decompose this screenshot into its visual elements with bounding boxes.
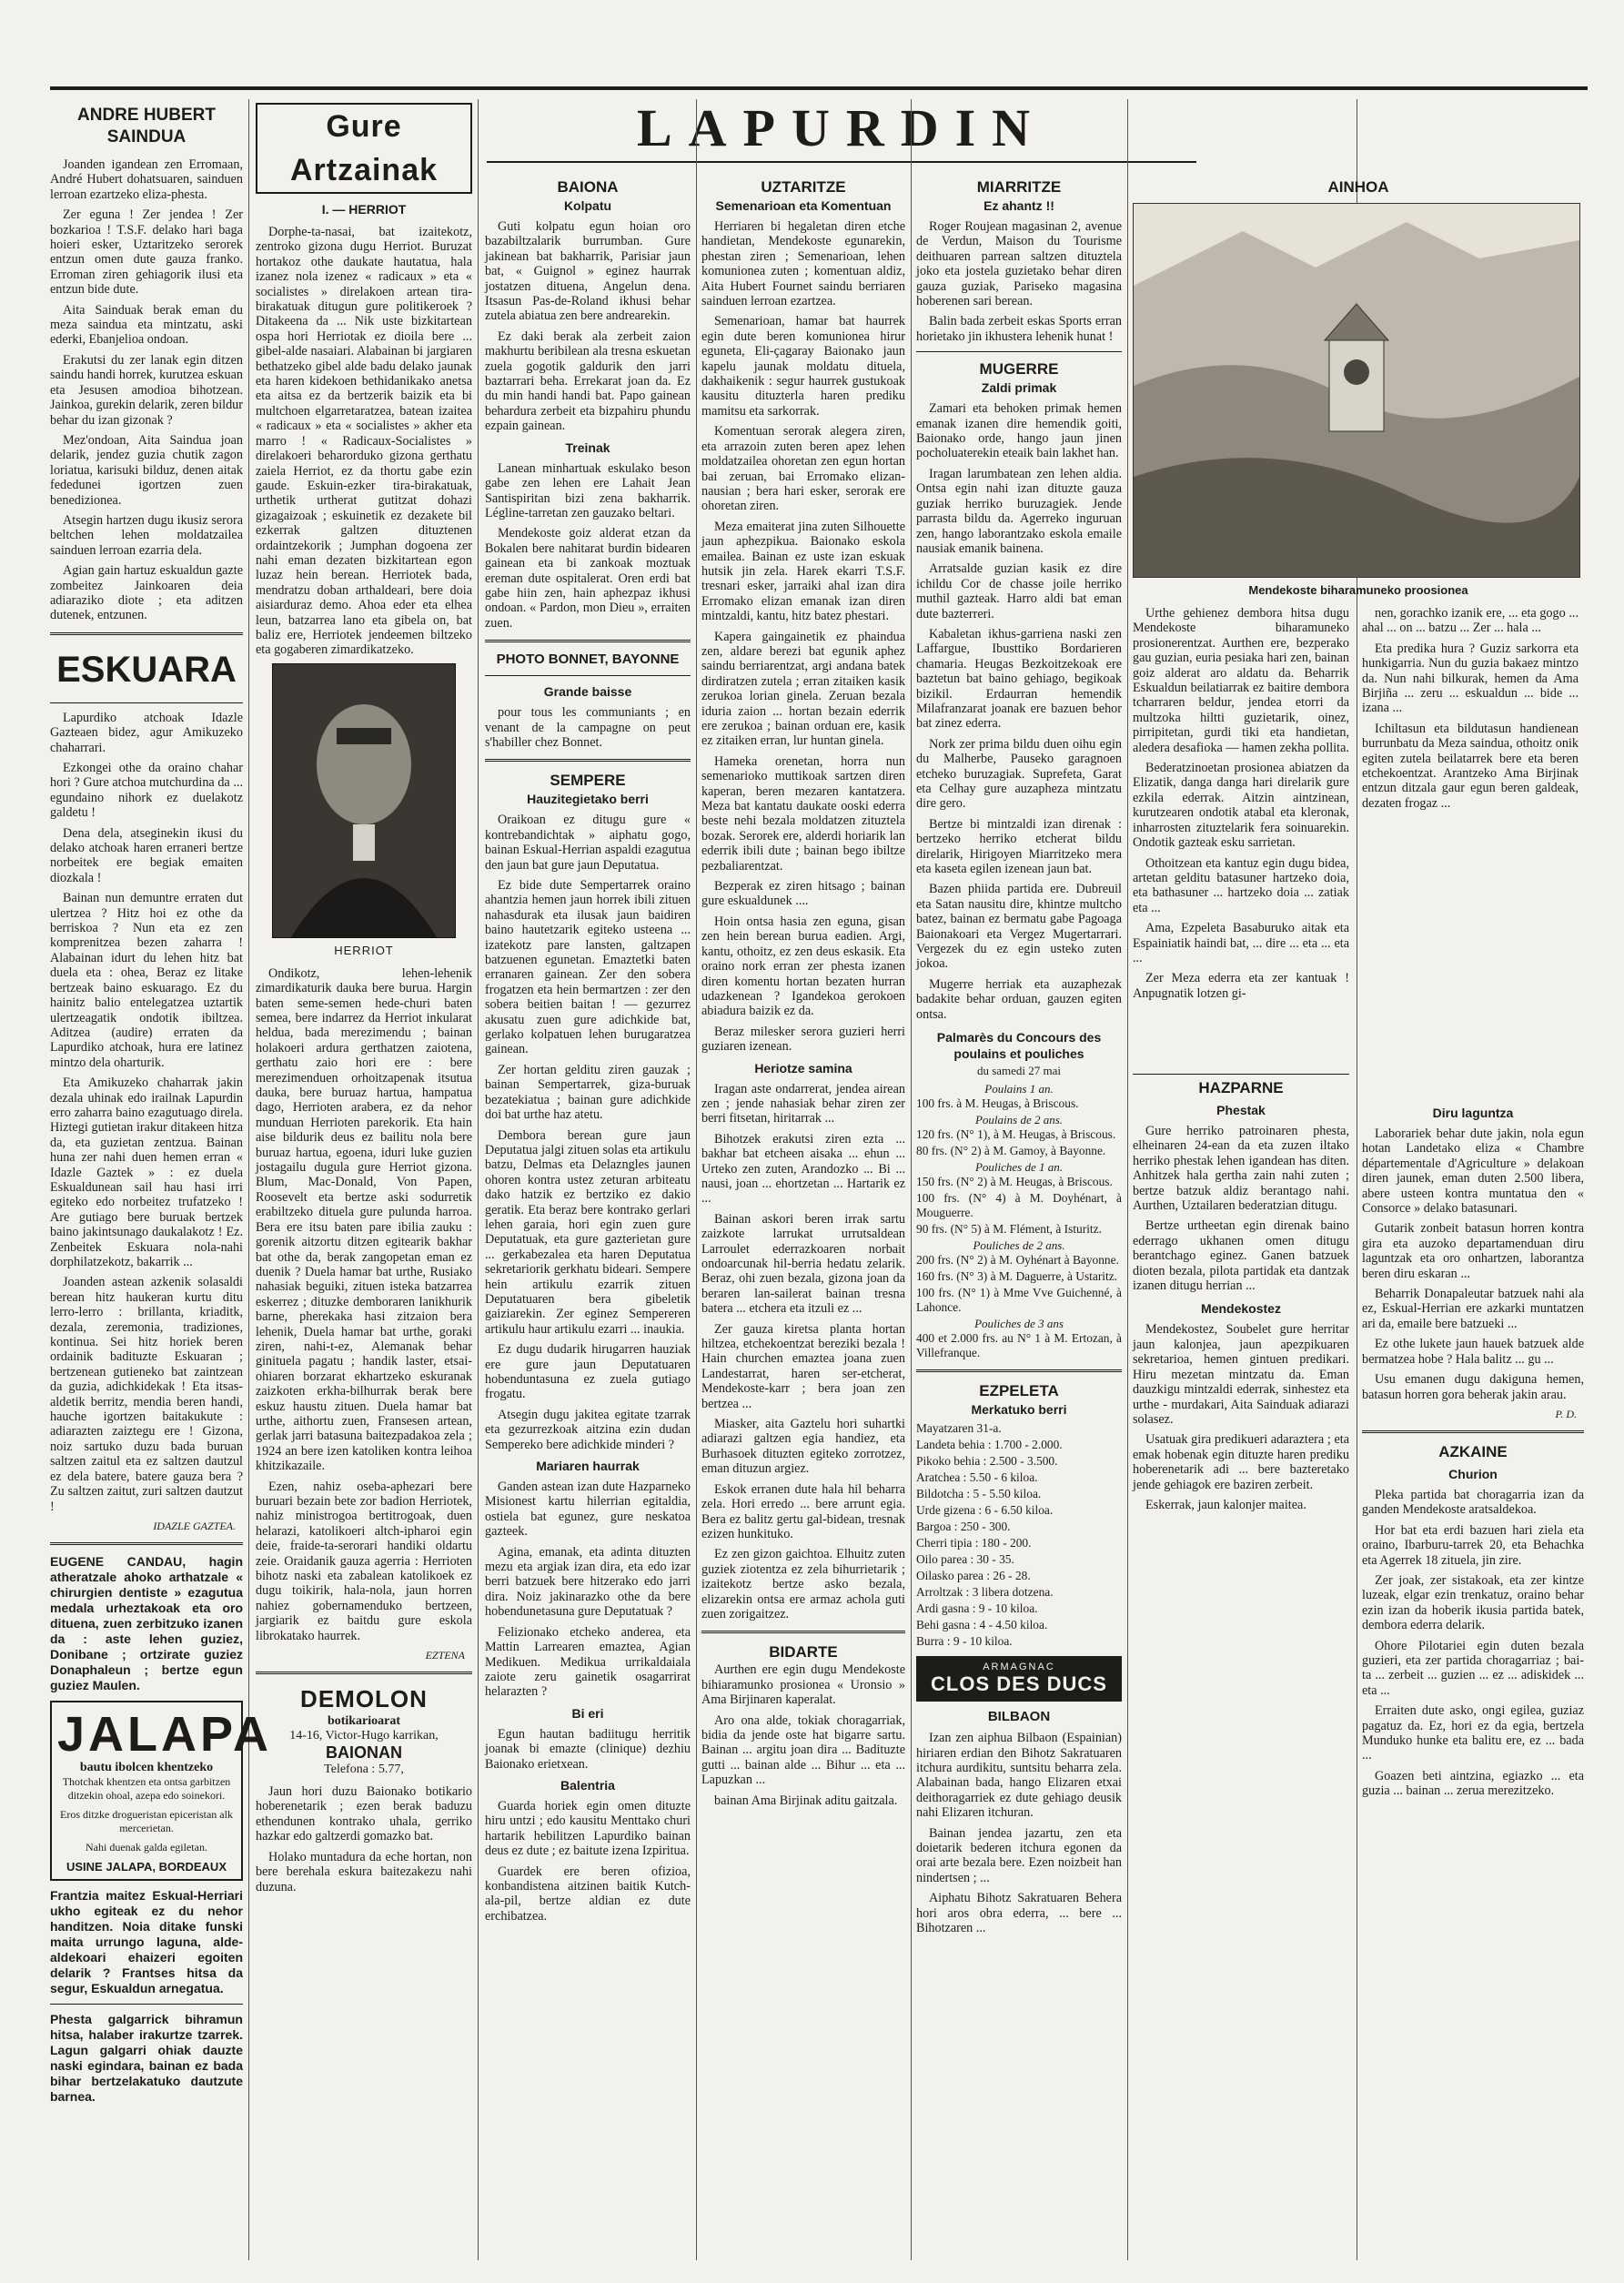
divider (485, 640, 691, 642)
article-text: Zamari eta behoken primak hemen emanak izanen dire hemendik goiti, Baionako orde, hango jaun jinen pocholuaterekin eteaik bain lakhet han. (916, 401, 1122, 461)
article-text: Ez bide dute Sempertarrek oraino ahantzia hemen jaun horrek ibili zituen nahasdurak eta ilusak jaun baidiren baino hautetzarik egiteko usteena ... izatekotz pare lansten, galtzapen batzuenen egunetan. Emaztetki baten erranaren gainean. Zer den sobera frogatzen eta hein bermartzen : zer den sobera beitien baitan ! — gezurrez akusatu zuen gure adichkide bat, gerlako kolpatuen lehen burugaratzea gainean. (485, 878, 691, 1057)
column-1 (50, 99, 273, 2260)
article-text: Laborariek behar dute jakin, nola egun hotan Landetako eliza « Chambre départementale d'Agriculture » delakoan diren jaunek, eman duten 2.500 libera, abere usteen kontra muntatua den « Consorce » delako batasunari. (1362, 1126, 1584, 1217)
article-text: Zer Meza ederra eta zer kantuak ! Anpugnatik lotzen gi- (1133, 971, 1349, 1001)
market-price-line: Oilasko parea : 26 - 28. (916, 1569, 1031, 1583)
palmares-category: Pouliches de 1 an. (974, 1160, 1064, 1175)
palmares-entry: 200 frs. (N° 2) à M. Oyhénart à Bayonne. (916, 1253, 1119, 1268)
market-price-line: Bildotcha : 5 - 5.50 kiloa. (916, 1487, 1042, 1501)
article-text: Iragan aste ondarrerat, jendea airean zen ; jende nahasiak behar ziren zer berri fitsetan, hiritarrak ... (701, 1081, 905, 1126)
article-text: Usu emanen dugu dakiguna hemen, batasun horren gora beherak jakin arau. (1362, 1372, 1584, 1402)
divider (916, 1369, 1122, 1372)
jalapa-text: Eros ditzke drogueristan epiceristan alk mercerietan. (60, 1807, 233, 1834)
newspaper-page (50, 86, 1588, 2266)
article-text: Gure herriko patroinaren phesta, elheinaren 24-ean da eta zuzen iltako herriko phestak lehen igandean has diten. Anhitzek hala gertha zain nahi zuten ; bertze batzuk aldiz berantago nahi. Aurthen, Uztailaren bederatzian ditugu. (1133, 1124, 1349, 1214)
article-text: Arratsalde guzian kasik ez dire ichildu Cor de chasse joile herriko muthil gazteak. Harro aldi bat eman dute bazterreri. (916, 561, 1122, 621)
article-text: Bertze urtheetan egin direnak baino ederrago ukhanen omen ditugu berantchago eginez. Ganen batzuek dioten bezala, pilota partidak eta dantzak izanen ditugu herrian ... (1133, 1218, 1349, 1294)
masthead-title: LAPURDIN (636, 98, 1047, 157)
column-rule (478, 99, 479, 2260)
article-text: Kapera gaingainetik ez phaindua zen, aldare berezi bat egunik aphez saindu berriarentzat, argi andana batek dirdiratzen zutela ; erran zitaiken kasik zerukoa lorian ginela. Zeruan bezala iduria zaion ... hortan bezain ederrik ere zerukoa ; bainan orduan ere, kasik ez zitaiken erran, lur huntan ginela. (701, 629, 905, 749)
article-text: Herriaren bi hegaletan diren etche handietan, Mendekoste egunarekin, phestan ziren ; Semenarioan, lehen komunionea zuten ; komentuan aldiz, Aita Hubert Fournet saindu berriaren sainduen lerroan ezartzea. (701, 219, 905, 309)
article-text: Ezkongei othe da oraino chahar hori ? Gure atchoa mutchurdina da ... egundaino nihork ez duelakotz galdetu ! (50, 761, 243, 821)
market-price-line: Urde gizena : 6 - 6.50 kiloa. (916, 1503, 1054, 1518)
ad-armagnac (916, 1656, 1122, 1702)
subhead-palmares: Palmarès du Concours des poulains et pouliches (936, 1030, 1102, 1062)
subhead-diru-laguntza: Diru laguntza (1432, 1106, 1514, 1120)
palmares-entry: 120 frs. (N° 1), à M. Heugas, à Briscous. (916, 1127, 1116, 1142)
subhead-mendekostez: Mendekostez (1201, 1301, 1281, 1317)
palmares-entry: 150 frs. (N° 2) à M. Heugas, à Briscous. (916, 1175, 1113, 1189)
article-text: Usatuak gira predikueri adaraztera ; eta emak hobenak egin dituzte haren prediku hoberenetarik adi ... bere bazteretako jende gehiagok ere baziren zerbeit. (1133, 1432, 1349, 1492)
jalapa-text: Nahi duenak galda egiletan. (86, 1840, 207, 1854)
article-text: Kabaletan ikhus-garriena naski zen Laffargue, Ibusttiko Bordarieren chamaria. Heugas Bezkoitzekoak ere baztetun bat baino gehiago, begikoak bizikil. Erdaurran hemendik Milafranzarat joanak ere bazuen behor bat zinez ederra. (916, 626, 1122, 732)
article-text: Miasker, aita Gaztelu hori suhartki adiarazi galtzen egia handiez, eta Burhasoek dituzten egiteko zorrotzez, eman dituzun argiez. (701, 1417, 905, 1477)
notice-frantzia: Frantzia maitez Eskual-Herriari ukho egiteak ez du nehor handitzen. Noia ditake funski maita urrungo laguna, alde-aldekoari ehaizeri egoiten delarik ? Frantses hitsa da segur, Eskualdun arnegatua. (50, 1887, 243, 1995)
article-text: Meza emaiterat jina zuten Silhouette jaun aphezpikua. Baionako eskola emailea. Bainan ez uste izan eskuak hutsik jin zela. Harek ekarri T.S.F. tresnari esker, jarraiki ahal izan dira Erromako elizan emanak izan diren mintzaldi, kantu, hitz batez phestari. (701, 519, 905, 624)
article-text: Beraz milesker serora guzieri herri guziaren izenean. (701, 1024, 905, 1055)
divider (701, 1631, 905, 1633)
article-text: Bihotzek erakutsi ziren ezta ... bakhar bat etcheen aisaka ... ehun ... Urteko zen zuten, Arandozko ... Bi ... nausi, joan ... ehortzetan ... Hartarik ez ... (701, 1131, 905, 1207)
portrait-icon (273, 664, 455, 937)
article-text: Erakutsi du zer lanak egin ditzen saindu handi horrek, kurutzea eskuan eta Jesusen amodioa bihotzean. Jainkoa, gurekin delarik, zeren bildur behar du izan gizonak ? (50, 352, 243, 428)
divider (1362, 1430, 1584, 1433)
masthead-rule (487, 161, 1196, 163)
article-text: Erraiten dute asko, ongi egilea, guziaz pagatuz da. Ez, hori ez da egia, bertzela Munduko hunke eta balitu ere, ez ... bada ... (1362, 1703, 1584, 1763)
article-text: Atsegin dugu jakitea egitate tzarrak eta gezurrezkoak aitzina ezin dudan Sempereko bere adichkide minderi ? (485, 1407, 691, 1452)
article-text: Bainan nun demuntre erraten dut ulertzea ? Hitz hoi ez othe da berriskoa ? Nun eta ez zen komprenitzea bezen zaharra ! Alabainan idurt du lehen hitz bat duela eta : ohea, Beraz ez litake bertzeak baino eskuarago. Ez du hainitz balio entelegatzea uztartik ulertzeagatik ondotik ibiltzea. Aditzea (audire) erraten da Lapurdiko atchoak, hura ere latinez mintzo dela oharturik. (50, 891, 243, 1070)
headline-eskuara: ESKUARA (56, 649, 237, 690)
palmares-category: Poulains de 2 ans. (974, 1113, 1064, 1127)
divider (50, 2004, 243, 2005)
headline-ainhoa: AINHOA (1327, 178, 1389, 196)
procession-illustration (1133, 203, 1580, 578)
article-text: Aurthen ere egin dugu Mendekoste bihiaramunko prosionea « Uronsio » Ama Birjinaren kaperalat. (701, 1662, 905, 1708)
article-text: bainan Ama Birjinak aditu gaitzala. (714, 1793, 898, 1808)
article-text: Atsegin hartzen dugu ikusiz serora beltchen lehen moldatzailea sainduen lerroan ezarria dela. (50, 512, 243, 558)
market-price-line: Landeta behia : 1.700 - 2.000. (916, 1438, 1063, 1452)
article-text: Komentuan serorak alegera ziren, eta arrazoin zuten beren apez lehen moldatzailea ohoretan zen egun hortan bai zeruan, bai Erromako elizan-nausian ; bera hari esker, serorak ere ohoretan ziren. (701, 424, 905, 514)
market-price-line: Aratchea : 5.50 - 6 kiloa. (916, 1470, 1038, 1485)
article-text: Ez othe lukete jaun hauek batzuek alde bermatzea hobe ? Hala balitz ... gu ... (1362, 1337, 1584, 1367)
headline-miarritze: MIARRITZE (976, 178, 1062, 196)
article-text: Beharrik Donapaleutar batzuek nahi ala ez, Eskual-Herrian ere azkarki muntatzen ari da, emaile bere batzueki ... (1362, 1287, 1584, 1331)
market-price-line: Ardi gasna : 9 - 10 kiloa. (916, 1601, 1038, 1616)
divider (916, 351, 1122, 352)
signature: IDAZLE GAZTEA. (153, 1519, 236, 1532)
article-text: Dembora berean gure jaun Deputatua jalgi zituen solas eta artikulu batzu, Delmas eta Delazngles jaunen ohoren kontra ustez zeturan arbiteatu dako hatzik ez bertziko ez dakio geratik. Eta beraz bere kontrako gerlari lehen garaia, hori egin zuen gure Deputatuak, eta gure gazterietan gure ... gerkabezalea eta haren Deputatua sekretariorik gerkhatu bideari. Sempere hein artikulu ezarrik zituen Deputatuaren bera gibeletik gaiziarekin. Zer eginez Sempereren artikulu haur artikulu ezarri ... inaukia. (485, 1127, 691, 1337)
market-price-line: Arroltzak : 3 libera dotzena. (916, 1585, 1054, 1600)
article-text: Oraikoan ez ditugu gure « kontrebandichtak » aiphatu gogo, bainan Eskual-Herrian aspaldi ezagutua den jaun bat gure jaun Deputatua. (485, 813, 691, 873)
ad-demolon-phone: Telefona : 5.77, (324, 1763, 404, 1777)
article-text: Nork zer prima bildu duen oihu egin du Malherbe, Pauseko garagnoen etcheko buruzagiak. Suprefeta, Garat eta Celhay gure auzapheza mintzatu dire gero. (916, 736, 1122, 812)
article-text: Mendekoste goiz alderat etzan da Bokalen bere nahitarat burdin bidearen gainean eta bi zankoak moztuak ereman dute ospitalerat. Oren erdi bat gabe hiin zen, hain aphezpaz ikhusi ondoan. « Pardon, mon Dieu », erraiten zuen. (485, 526, 691, 631)
illustration-caption: Mendekoste biharamuneko proosionea (1248, 583, 1468, 597)
article-text: Gutarik zonbeit batasun horren kontra gira eta auzoko departamenduan diru laguntzak eta oro onhartzen, laborantza beren diru eskaran ... (1362, 1221, 1584, 1281)
subhead-heriotze-samina: Heriotze samina (754, 1060, 852, 1076)
subhead-grande-baisse: Grande baisse (543, 684, 632, 700)
jalapa-text: Thotchak khentzen eta ontsa garbitzen ditzekin ohoal, azepa edo soinekori. (62, 1774, 231, 1802)
article-text: Othoitzean eta kantuz egin dugu bidea, artetan gelditu batasuner hartzeko doia, eta bathasuner ... hartzeko doia ... zatiak eta ... (1133, 855, 1349, 915)
article-text: Semenarioan, hamar bat haurrek egin dute beren komunionea hirur eguneta, Eli-çagaray Baionako jaun kapelu jaunak moldatu dituela, dakhaikenik : segur haurrek gustukoak kausitu dituzterla haren prediku mamitsu eta sarkorrak. (701, 314, 905, 419)
article-text: Aiphatu Bihotz Sakratuaren Behera hori aros obra ederra, ... bere ... Bihotzaren ... (916, 1891, 1122, 1935)
article-text: Guti kolpatu egun hoian oro bazabiltzalarik burrumban. Gure jakinean bat bakharrik, Parisiar jaun bat, « Guignol » eginez haurrak jostatzen dituena, Angelun dena. Itsasun Pas-de-Roland ikhusi behar zutela abiatua zen bere andrearekin. (485, 219, 691, 324)
top-rule (50, 86, 1588, 90)
jalapa-sub: bautu ibolcen khentzeko (79, 1760, 214, 1774)
market-price-line: Behi gasna : 4 - 4.50 kiloa. (916, 1618, 1048, 1632)
divider (485, 759, 691, 762)
ad-demolon-address: 14-16, Victor-Hugo karrikan, (289, 1729, 439, 1743)
palmares-entry: 400 et 2.000 frs. au N° 1 à M. Ertozan, à Villefranque. (916, 1331, 1122, 1360)
palmares-category: Poulains 1 an. (984, 1082, 1054, 1096)
market-price-line: Bargoa : 250 - 300. (916, 1520, 1011, 1534)
ad-jalapa (50, 1701, 273, 1881)
market-price-line: Burra : 9 - 10 kiloa. (916, 1634, 1013, 1649)
headline-uztaritze: UZTARITZE (761, 178, 846, 196)
article-text: Urthe gehienez dembora hitsa dugu Mendekoste biharamuneko prosionerentzat. Aurthen ere, bezperako gau guzian, euria pesiaka hari zen, bainan goiz alderat aro aldatu da. Beharrik Eskualdun beilatiarrak ez baitire dembora tcharraren beldur, jendea etorri da multzoka hiltti guzietarik, oinez, pirripitetan, gurdi tiki eta handietan, aledera desafioka — hamen zekha pollita. (1133, 606, 1349, 755)
subhead-merkatuko-berri: Merkatuko berri (971, 1402, 1067, 1418)
armagnac-brand: CLOS DES DUCS (931, 1672, 1107, 1696)
article-text: Roger Roujean magasinan 2, avenue de Verdun, Maison du Tourisme deithuaren parrean saltzen dituztela joko eta jostela guzietako behar diren gauza guziak, Pariseko magasina hoberenen sari berean. (916, 219, 1122, 309)
article-text: Lapurdiko atchoak Idazle Gazteaen bidez, agur Amikuzeko chaharrari. (50, 710, 243, 755)
article-text: Bazen phiida partida ere. Dubreuil eta Satan nausitu dire, khintze multcho batez, bainan ez bermatu gabe Pagoaga Baionakoari eta Vergez Mugertarrari. Vergezek du ez egin usteko zuten jokoa. (916, 882, 1122, 972)
palmares-entry: 100 frs. (N° 1) à Mme Vve Guichenné, à Lahonce. (916, 1286, 1122, 1315)
market-price-list (916, 1421, 1122, 1649)
article-text: Ez zen gizon gaichtoa. Elhuitz zuten guziek ziotentza ez zela bihurrietarik ; izaitekotz bertze asko bezala, elizarekin ontsa ere armaz achola guti zuen zorigaitzez. (701, 1547, 905, 1621)
market-price-line: Mayatzaren 31-a. (916, 1421, 1002, 1436)
article-text: Dorphe-ta-nasai, bat izaitekotz, zentroko gizona dugu Herriot. Buruzat hortakoz othe daukate hautatua, hala izanez nola izenez « radicaux » eta « socialistes » direlakoen artean tira-birakatuak ditugun gure politikeroek ? Ditakeena da ... Nik uste bizkitartean ospa hori Herriotak ez dioila bere ... gibel-alde nasaiari. Alabainan bi jargiaren bethatzeko gibel alde badu delako jaunak eta haren kidekoen bethidanikako anetsa eta aitsa ez da bertzerik baizik eta bi multchoen elgarretaratzea, batean izaitea « radicaux » eta « socialistes » akher eta marro ! « Radicaux-Socialistes » direlakoeri beharorduko gizona gerthatu zaiela Herriot, ez da thortu gabe ezin gaude. Eskuin-ezker tira-birakatuak, urthetik urtherat gutitzat dohazi gizagaizoak ; eskuinetik ez dezakete bil ezkerrak galtzen dituztenen ordaintzekorik ; Jumphan dogoena zer nahi eman dezaten bizkitartean egon luzaz hein berean. Herriotek bada, mendratzu doban arthaldeari, bere doia aisiarduraz demo. Ahoa eder eta elhea leun, batzarrea lano eta gibela on, bat baliz ere, Herriotek jendeemen biltzeko eta gogaberen zimardikatzeko. (256, 225, 472, 658)
headline-bidarte: BIDARTE (769, 1643, 838, 1662)
armagnac-label: ARMAGNAC (983, 1662, 1055, 1673)
headline-mugerre: MUGERRE (979, 360, 1059, 379)
ainhoa-left (1133, 606, 1349, 1006)
divider (50, 1542, 243, 1545)
article-text: nen, gorachko izanik ere, ... eta gogo ... ahal ... on ... batzu ... Zer ... hala ... (1362, 606, 1579, 636)
headline-sempere: SEMPERE (550, 772, 626, 790)
article-text: Eta Amikuzeko chaharrak jakin dezala uhinak edo irailnak Lapurdin erro zaharra baino ezagutuago direla. Hiztegi gutietan irakur ditakeen hitza da, eta guzietan zentzua. Bainan huna zer nahi duen hemen erran « Idazle Gaztek » : ez duela Eskualdunean sail hau hasi irri egiteko edo norbeitez trufatzeko ! Are gutiago bere buruak bertzek baino jakintsunago daukalakotz ! Ez. Zenbeitek Eskuara nola-nahi dorphilatzekotz, bakarrik ... (50, 1076, 243, 1269)
subhead-treinak: Treinak (565, 439, 610, 455)
article-text: Bederatzinoetan prosionea abiatzen da Elizatik, danga danga hari direlarik gure ezkila ederrak. Aitzin aintzinean, kurutzearen ondotik atabal eta kleronak, inharrosten zituztelarik fera soinuarekin. Ondotik gazteak esku sarrietan. (1133, 761, 1349, 851)
article-text: Hor bat eta erdi bazuen hari ziela eta oraino, Ibarburu-tarrek 20, eta Behachka eta Agerrek 18 zituela, jin zire. (1362, 1522, 1584, 1568)
subhead-churion: Churion (1448, 1466, 1498, 1481)
article-text: Ondikotz, lehen-lehenik zimardikaturik dauka bere burua. Hargin baten seme-semen hede-churi baten semea, bere indarrez da Herriot inkularat heldua, bada merezimendu ; bainan holakoeri ardura gerthatzen zaiotena, gerthatu zaio hori ere : bere merezimenduen orhoitzapenak itsutua dauka, bere buruaz hartua, hampatua dago, Herrioten arabera, ez da nehor munduan Herrioten parekorik. Eta hain aise bildurik deus ez bailitu nola bere buruaz hartua, egoena, iduri luke guzien jostagailu dugula gure Herriot gizona. Blum, Mac-Donald, Von Papen, Roosevelt eta bertze aski sodurretik erabiltzeko dituela gure pulunda harroa. Bera ere itsu baten pare ibilia zauku : gorenik aitzortu ditzen egitearik bakhar bat othe da, berak zangopetan eman ez duenik ? Duela hamar bat urthe, Rusiako nahasiak beguiki, zituen isteka batzarrea eskerrez ; dituzke demboraren lanikhurik barne, pherekaka hasi zitzaion bera lehenik, Duela hamar bat urthe, goraki ziren, nahi-t-ez, Alemanak behar ginituela pagatu ; handik laster, etsai-ohiaren borzarat ekhartzeko eskuranak zaizkoten erkha-bilhurrak berak bere eskuz haustu zituen. Duela hamar bat urthe, aithortu zuen, Fransesen artean, gerlak jarri batasuna baitezpadakoa zela ; 1924 an bere izen katoliken kontra leihoa khitzikazaile. (256, 965, 472, 1474)
headline-box (256, 103, 472, 194)
subhead-bi-eri: Bi eri (571, 1705, 604, 1721)
column-rule (696, 99, 697, 2260)
market-price-line: Cherri tipia : 180 - 200. (916, 1536, 1032, 1551)
article-text: Izan zen aiphua Bilbaon (Espainian) hiriaren erdian den Bihotz Sakratuaren itchura aurdikitu, suntsitu beharra zela. Alabainan bada, hango Elizaren etxai deithoragarriek ez dute gehiago deusik nahi Elizaren itchuran. (916, 1731, 1122, 1821)
palmares-date: du samedi 27 mai (976, 1064, 1062, 1078)
herriot-portrait (272, 663, 456, 938)
signature: P. D. (1555, 1407, 1577, 1420)
divider (50, 702, 243, 703)
article-text: Bertze bi mintzaldi izan direnak : bertzeko herriko etcherat bildu direlarik, Hirigoyen Miarritzeko mera eta kaseta egilen izenean jaun bat. (916, 816, 1122, 877)
article-text: Iragan larumbatean zen lehen aldia. Ontsa egin nahi izan dituzte gauza guziak herriko buruzagiek. Jende parrasta bildu da. Agerreko inguruan zen, hango laborantzako eskola emaile nausiak emanik bainena. (916, 466, 1122, 556)
headline-andre-hubert: ANDRE HUBERT SAINDUA (77, 106, 216, 146)
article-text: Zer eguna ! Zer jendea ! Zer bozkarioa ! T.S.F. delako hari baga hoieri esker, Uztaritzeko serorek entzun omen dute gauza franko. Erroman ziren gehiagorik ilusi eta entzun bide dute. (50, 207, 243, 298)
article-text: Zer gauza kiretsa planta hortan hiltzea, etchekoentzat bereziki bezala ! Hain churchen emaztea joana zuen Landestarrat, haren ser-etcherat, Mendekoste-karr ; bera joan zen bertzea ... (701, 1321, 905, 1411)
subhead-balentria: Balentria (560, 1777, 615, 1793)
landscape-icon (1134, 204, 1579, 577)
article-text: Ichiltasun eta bildutasun handienean burrunbatu da Meza saindua, othoitz onik egiten zutela beilatarrek bere eta beren etchekoentzat. Arantzeko Ama Birjinak entzun ditzala gaur egun beren galdeak, dezaten frogaz ... (1362, 721, 1579, 811)
article-text: Eskok erranen dute hala hil beharra zela. Hori erredo ... bere arrunt egia. Bera ez balitz gertu gal-bidean, tresnak ezizen hunkituko. (701, 1481, 905, 1541)
subhead-ez-ahantz: Ez ahantz !! (983, 198, 1054, 213)
palmares-entry: 100 frs. (N° 4) à M. Doyhénart, à Mouguerre. (916, 1191, 1122, 1220)
palmares-category: Pouliches de 2 ans. (973, 1238, 1065, 1253)
article-text: Hoin ontsa hasia zen eguna, gisan zen hein berean burua eadien. Argi, kantu, othoitz, ez zen deus eskasik. Eta oraino nork erran zer phesta izanen diren komentu hortan bezaten hurran udazkenean ? Igandekoa gerokoen abiadura baizik ez da. (701, 914, 905, 1019)
article-text: Hameka orenetan, horra nun semenarioko muttikoak sartzen diren kaperan, beren mezaren kantatzera. Meza bat kantatu daukate ooski ederra beste nehi bezala moldatzen zituztela bozak. Serorek ere, alderdi horiarik lan ederrik ibili dute ; bainan bego ibiltze pezbaliarentzat. (701, 753, 905, 874)
subhead-zaldi-primak: Zaldi primak (981, 380, 1057, 396)
column-6-lower (1133, 1074, 1349, 2261)
subhead-herriot: I. — HERRIOT (321, 202, 407, 217)
article-text: Agina, emanak, eta adinta dituzten mezu eta argiak izan dira, eta edo izar berri batzuek bere hitzerako edo jarri dira. Noiz jakinarazko othe da bere hobendunetasuna gure Deputatuak ? (485, 1544, 691, 1620)
palmares-entry: 100 frs. à M. Heugas, à Briscous. (916, 1096, 1079, 1111)
article-text: Ez dugu dudarik hirugarren hauziak ere gure jaun Deputatuaren hobenduntasuna ez zuela gutiago frogatu. (485, 1342, 691, 1402)
article-text: Aro ona alde, tokiak choragarriak, bidia da jende oste hat bigarre sartu. Bainan ... argitu joan dira ... Badituzte gutti ... bainan alde ... Bihur ... eta ... Lapuzkan ... (701, 1712, 905, 1788)
column-5 (916, 177, 1122, 2261)
subhead-mariaren-haurrak: Mariaren haurrak (536, 1459, 640, 1474)
article-text: Bainan jendea jazartu, zen eta doietarik bederen itchura egonen da orai arte bezala bere. Ezen noizbeit han nindertsen ; ... (916, 1825, 1122, 1885)
signature: EZTENA (425, 1649, 465, 1662)
article-text: Mugerre herriak eta auzaphezak badakite behar orduan, gauzen egiten ontsa. (916, 976, 1122, 1022)
headline-hazparne: HAZPARNE (1133, 1074, 1349, 1098)
article-text: Ez daki berak ala zerbeit zaion makhurtu beribilean ala tresna eskuetan zuela gogotik galdurik den jarri baztarrari beha. Errekarat joan da. Ez du min handi handi bat. Papo gainean behardura zerbeit eta bizpahiru phundu ezpain gainean. (485, 328, 691, 434)
subhead-semenarioan: Semenarioan eta Komentuan (715, 198, 892, 213)
article-text: Eskerrak, jaun kalonjer maitea. (1145, 1497, 1306, 1512)
article-text: Dena dela, atseginekin ikusi du delako atchoak haren erraneri bertze norbeitek ere begiak emaiten diozkala ! (50, 825, 243, 885)
article-text: Egun hautan badiitugu herritik joanak bi emazte (clinique) dezhiu Baionako erietxean. (485, 1726, 691, 1772)
article-text: Joanden astean azkenik solasaldi berean hitz haukeran kurtu ditu lerro-lerro : brillanta, kriaditk, dezala, zeremonia, tradiziones, kontinua. Sei hitz horiek beren ordainik badituzte Eskuaran ; bertzenean gutieneko bat zaintzean da guzia, adichkidekak ! Eta itsas-aldetik berritz, mendia beren handi, hauche igortzen baitakukute : adiarazten zaiztegu ere ! Gizona, noiz sartuko duzu bada buruan saltzen zaitul eta ez saltzen dautzul ez dela batere, batere gauza bera ? Zu saltzen zaitut, zuri saltzen dautzut ! (50, 1275, 243, 1514)
article-text: Balin bada zerbeit eskas Sports erran horietako jin ikhustera lehenik hunat ! (916, 314, 1122, 344)
headline-photo-bonnet: PHOTO BONNET, BAYONNE (496, 652, 680, 668)
column-rule (248, 99, 249, 2260)
headline-ezpeleta: EZPELETA (979, 1382, 1059, 1400)
palmares-category: Pouliches de 3 ans (974, 1317, 1064, 1331)
subhead-phestak: Phestak (1216, 1103, 1266, 1117)
photo-caption: HERRIOT (334, 943, 394, 957)
palmares-entry: 160 frs. (N° 3) à M. Daguerre, à Ustaritz. (916, 1269, 1118, 1284)
article-text: Aita Sainduak berak eman du meza saindua eta mintzatu, aski ederki, Ebanjelioa ondoan. (50, 302, 243, 348)
article-text: Jaun hori duzu Baionako botikario hoberenetarik ; ezen berak baduzu ethendunen kontrako uhala, gerriko hazkar edo galtzerdi gomazko bat. (256, 1784, 472, 1844)
ad-demolon-sub: botikarioarat (327, 1714, 401, 1729)
market-price-line: Oilo parea : 30 - 35. (916, 1552, 1014, 1567)
article-text: Ohore Pilotariei egin duten bezala guzieri, eta zer partida choragarriaz ; bai-ta ... zerbeit ... guzien ... ez ... adiskidek ... eta ... (1362, 1638, 1584, 1698)
divider (485, 675, 691, 676)
column-rule (1127, 99, 1128, 2260)
article-text: Guardek ere beren ofizioa, konbandistena aitzinen baitik Kutch-ala-pil, bertze aldian ez dute erchibatzea. (485, 1864, 691, 1924)
article-text: Goazen beti aintzina, egiazko ... eta guzia ... bainan ... zerua merezitzeko. (1362, 1768, 1584, 1799)
subhead-kolpatu: Kolpatu (563, 198, 612, 213)
article-text: Ganden astean izan dute Hazparneko Misionest kartu hilerrian egitaldia, ostiela bat egunez, gure neskatoa gazteek. (485, 1480, 691, 1540)
headline-azkaine: AZKAINE (1438, 1442, 1508, 1460)
column-2 (256, 99, 472, 2260)
ad-candau: EUGENE CANDAU, hagin atheratzale ahoko arthatzale « chirurgien dentiste » ezagutua medala urheztakoak eta oro dituena, zuen zerbitzuko izanen da : aste lehen guziez, Donibane ; ortzirate guziez Donaphaleun ; bertze egun guziez Maulen. (50, 1553, 243, 1692)
article-text: pour tous les communiants ; en venant de la campagne on peut s'habiller chez Bonnet. (485, 705, 691, 750)
headline-baiona: BAIONA (557, 178, 619, 196)
article-text: Eta predika hura ? Guziz sarkorra eta hunkigarria. Nun du guzia bakaez mintzo da. Nun nahi bilkurak, hemen da Ama Birjiña ... zeru ... eskualdun ... bide ... izana ... (1362, 641, 1579, 716)
article-text: Joanden igandean zen Erromaan, André Hubert dohatsuaren, sainduen lerroan ezartzeko eliza-phesta. (50, 157, 243, 202)
article-text: Bezperak ez ziren hitsago ; bainan gure eskualdunek .... (701, 879, 905, 909)
market-price-line: Pikoko behia : 2.500 - 3.500. (916, 1454, 1058, 1469)
article-text: Holako muntadura da eche hortan, non bere berehala eskura baitezakezu nahi duzuna. (256, 1849, 472, 1894)
ad-demolon-title: DEMOLON (300, 1685, 428, 1713)
palmares-entry: 80 frs. (N° 2) à M. Gamoy, à Bayonne. (916, 1144, 1106, 1158)
column-rule (911, 99, 912, 2260)
article-text: Guarda horiek egin omen dituzte hiru untzi ; edo kausitu Menttako churi hartarik hebilitzen Lapurdiko bainan deus ez dute ; ez baitute izena Izpiritua. (485, 1798, 691, 1859)
jalapa-address: USINE JALAPA, BORDEAUX (66, 1859, 227, 1874)
article-text: Bainan askori beren irrak sartu zaizkote larrukat urrutsaldean Larroulet ederrazkoaren norbait ondoarcunak hil-berria hedatu zelarik. Beraz, ohi zuen bezala, gizona joan da beraren lan-sailerat bainan tresna batera ... etchera eta itzuli ez ... (701, 1211, 905, 1317)
article-text: Zer joak, zer sistakoak, eta zer kintze luzeak, elgar ezin trenkatuz, oraino behar ezin izan da hoberik ikusia partida batek, dembora ederra delarik. (1362, 1572, 1584, 1633)
article-text: Mez'ondoan, Aita Saindua joan delarik, jendez guzia chutik zagon loriatua, karisuki bilduz, denen aitak fededunei igortzen zuen benedizionea. (50, 432, 243, 508)
column-4 (701, 177, 905, 2261)
article-text: Mendekostez, Soubelet gure herritar jaun kalonjea, jaun apezpikuaren sekretarioa, hemen gintuen predikari. Hiru mezetan mintzatu da. Eman dauzkigu mintzaldi ederrak, sinhestez eta urthe - murdakari, Aita Sainduak adiarazi solasez. (1133, 1322, 1349, 1427)
headline-bilbaon: BILBAON (987, 1709, 1051, 1725)
subhead-hauzitegietako: Hauzitegietako berri (527, 792, 649, 807)
article-text: Zer hortan gelditu ziren gauzak ; bainan Sempertarrek, giza-buruak bezatekiatua ; bainan gure adichkide doi bat urthe haz atetu. (485, 1062, 691, 1123)
headline-gure-artzainak: Gure Artzainak (289, 109, 439, 187)
divider (256, 1672, 472, 1674)
article-text: Felizionako etcheko anderea, eta Mattin Larrearen emaztea, Agian Medikuen. Medikua urrikaldaiala zaiote zeru gainetik osagarrirat helarazten ? (485, 1624, 691, 1700)
article-text: Ezen, nahiz oseba-aphezari bere buruari bezain bete zor badion Herriotek, nahiz ministrogoa bertitrogoak, duen helarazi, katolikoeri altch-ipharoi egin deie, fraide-ta-serorari handiki oldartu zeie. Oraidanik gauza agerria : Herrioten bihotz naski eta zabalean katolikoek ez dugu toikirik, hala-nola, jaun horren nahiez gobernamenduko bertzeen, jargiarik ez baitdu gure eskola librokatako haurrek. (256, 1479, 472, 1643)
notice-phesta: Phesta galgarrick bihramun hitsa, halaber irakurtze tzarrek. Lagun galgarri ohiak dauzte naski egindara, bainan ez bada bihar bertzelakatuko dautzute barnea. (50, 2011, 243, 2104)
article-text: Agian gain hartuz eskualdun gazte zombeitez Jainkoaren deia adiaraziko diote ; eta aditzen dutenek, entzunen. (50, 563, 243, 623)
palmares-entry: 90 frs. (N° 5) à M. Flément, à Isturitz. (916, 1222, 1102, 1237)
article-text: Pleka partida bat choragarria izan da ganden Mendekoste aratsaldekoa. (1362, 1487, 1584, 1518)
jalapa-logo: JALAPA (57, 1706, 273, 1762)
ad-demolon-city: BAIONAN (326, 1743, 402, 1763)
article-text: Lanean minhartuak eskulako beson gabe zen lehen ere Lahait Jean Santispiritan bizi zena bakharrik. Légline-tarretan zen gauzako beltari. (485, 460, 691, 520)
column-3 (485, 177, 691, 2261)
column-7-lower (1362, 1074, 1584, 2261)
ainhoa-right (1362, 606, 1579, 816)
divider (50, 632, 243, 635)
article-text: Ama, Ezpeleta Basaburuko aitak eta Espainiatik haindi bat, ... dire ... eta ... eta ... (1133, 921, 1349, 965)
